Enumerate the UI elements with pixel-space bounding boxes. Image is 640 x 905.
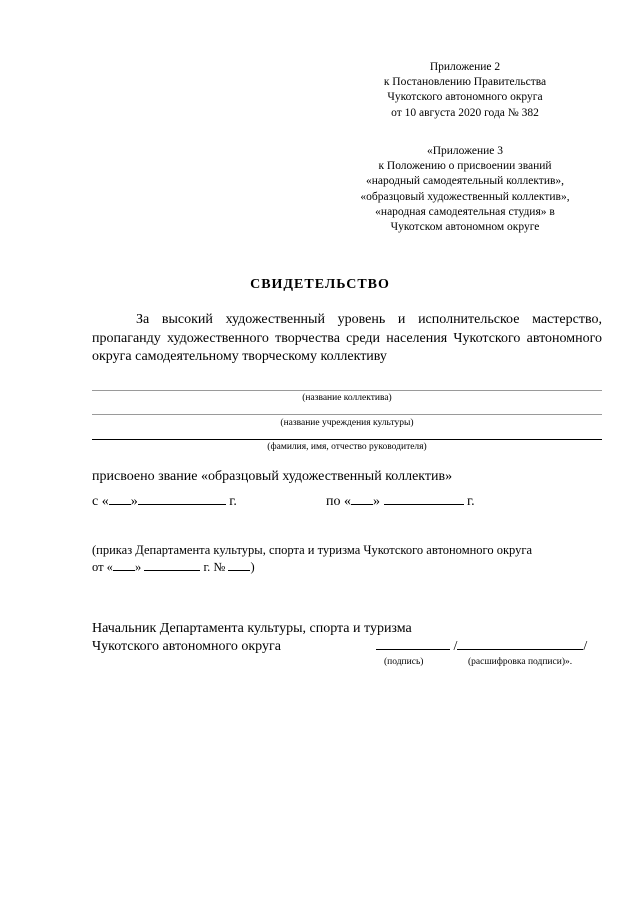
decode-caption: (расшифровка подписи)». bbox=[468, 657, 573, 667]
award-text: присвоено звание «образцовый художественный коллектив» bbox=[92, 469, 453, 484]
document-title: СВИДЕТЕЛЬСТВО bbox=[250, 277, 390, 292]
day-blank bbox=[351, 492, 373, 505]
number-blank bbox=[228, 560, 250, 571]
institution-name-line bbox=[92, 414, 602, 415]
annex-line: к Постановлению Правительства bbox=[383, 76, 547, 89]
signature-fields bbox=[376, 637, 587, 655]
annex-line: «образцовый художественный коллектив», bbox=[360, 190, 570, 203]
collective-name-line bbox=[92, 390, 602, 391]
signature-caption: (подпись) bbox=[384, 657, 424, 667]
year-suffix: г. bbox=[229, 494, 237, 509]
day-blank bbox=[109, 492, 131, 505]
annex-line: Приложение 2 bbox=[429, 61, 501, 73]
year-number-label: г. № bbox=[203, 560, 226, 574]
date-quote: » bbox=[130, 494, 138, 509]
year-suffix: г. bbox=[467, 494, 475, 509]
intro-paragraph: За высокий художественный уровень и исполнительское мастерство, пропаганду художественного творчества среди населения Чукотского автономного округа самодеятельному творческому коллективу bbox=[92, 312, 602, 364]
day-blank bbox=[113, 560, 135, 571]
date-quote: » bbox=[373, 494, 380, 509]
annex-line: «народный самодеятельный коллектив», bbox=[365, 175, 565, 188]
month-blank bbox=[138, 492, 226, 505]
signatory-title-1: Начальник Департамента культуры, спорта и туризма bbox=[92, 621, 412, 636]
date-prefix: от « bbox=[92, 560, 113, 574]
annex-regulation bbox=[330, 144, 600, 235]
annex-line: «Приложение 3 bbox=[426, 145, 504, 157]
award-to-date bbox=[326, 492, 475, 510]
order-line-2 bbox=[92, 559, 602, 576]
annex-line: Чукотском автономном округе bbox=[390, 221, 540, 234]
award-from-date bbox=[92, 492, 237, 510]
collective-caption: (название коллектива) bbox=[302, 393, 392, 403]
month-blank bbox=[144, 560, 200, 571]
annex-line: к Положению о присвоении званий bbox=[378, 160, 552, 173]
head-caption: (фамилия, имя, отчество руководителя) bbox=[267, 442, 427, 452]
date-quote: » bbox=[134, 560, 142, 574]
annex-line: «народная самодеятельная студия» в bbox=[375, 205, 555, 218]
date-prefix: с « bbox=[92, 494, 109, 509]
institution-caption: (название учреждения культуры) bbox=[280, 418, 414, 428]
order-reference bbox=[92, 542, 602, 576]
date-prefix: по « bbox=[326, 494, 351, 509]
decode-blank bbox=[457, 637, 583, 650]
slash: / bbox=[453, 639, 458, 654]
slash: / bbox=[583, 639, 588, 654]
signature-blank bbox=[376, 637, 450, 650]
annex-line: Чукотского автономного округа bbox=[387, 91, 543, 104]
closing-paren: ) bbox=[250, 560, 255, 574]
month-blank bbox=[384, 492, 464, 505]
annex-reference bbox=[330, 60, 600, 121]
head-name-line bbox=[92, 439, 602, 440]
order-line-1: (приказ Департамента культуры, спорта и туризма Чукотского автономного округа bbox=[92, 543, 533, 557]
annex-line: от 10 августа 2020 года № 382 bbox=[391, 106, 539, 119]
signatory-title-2: Чукотского автономного округа bbox=[92, 639, 281, 654]
